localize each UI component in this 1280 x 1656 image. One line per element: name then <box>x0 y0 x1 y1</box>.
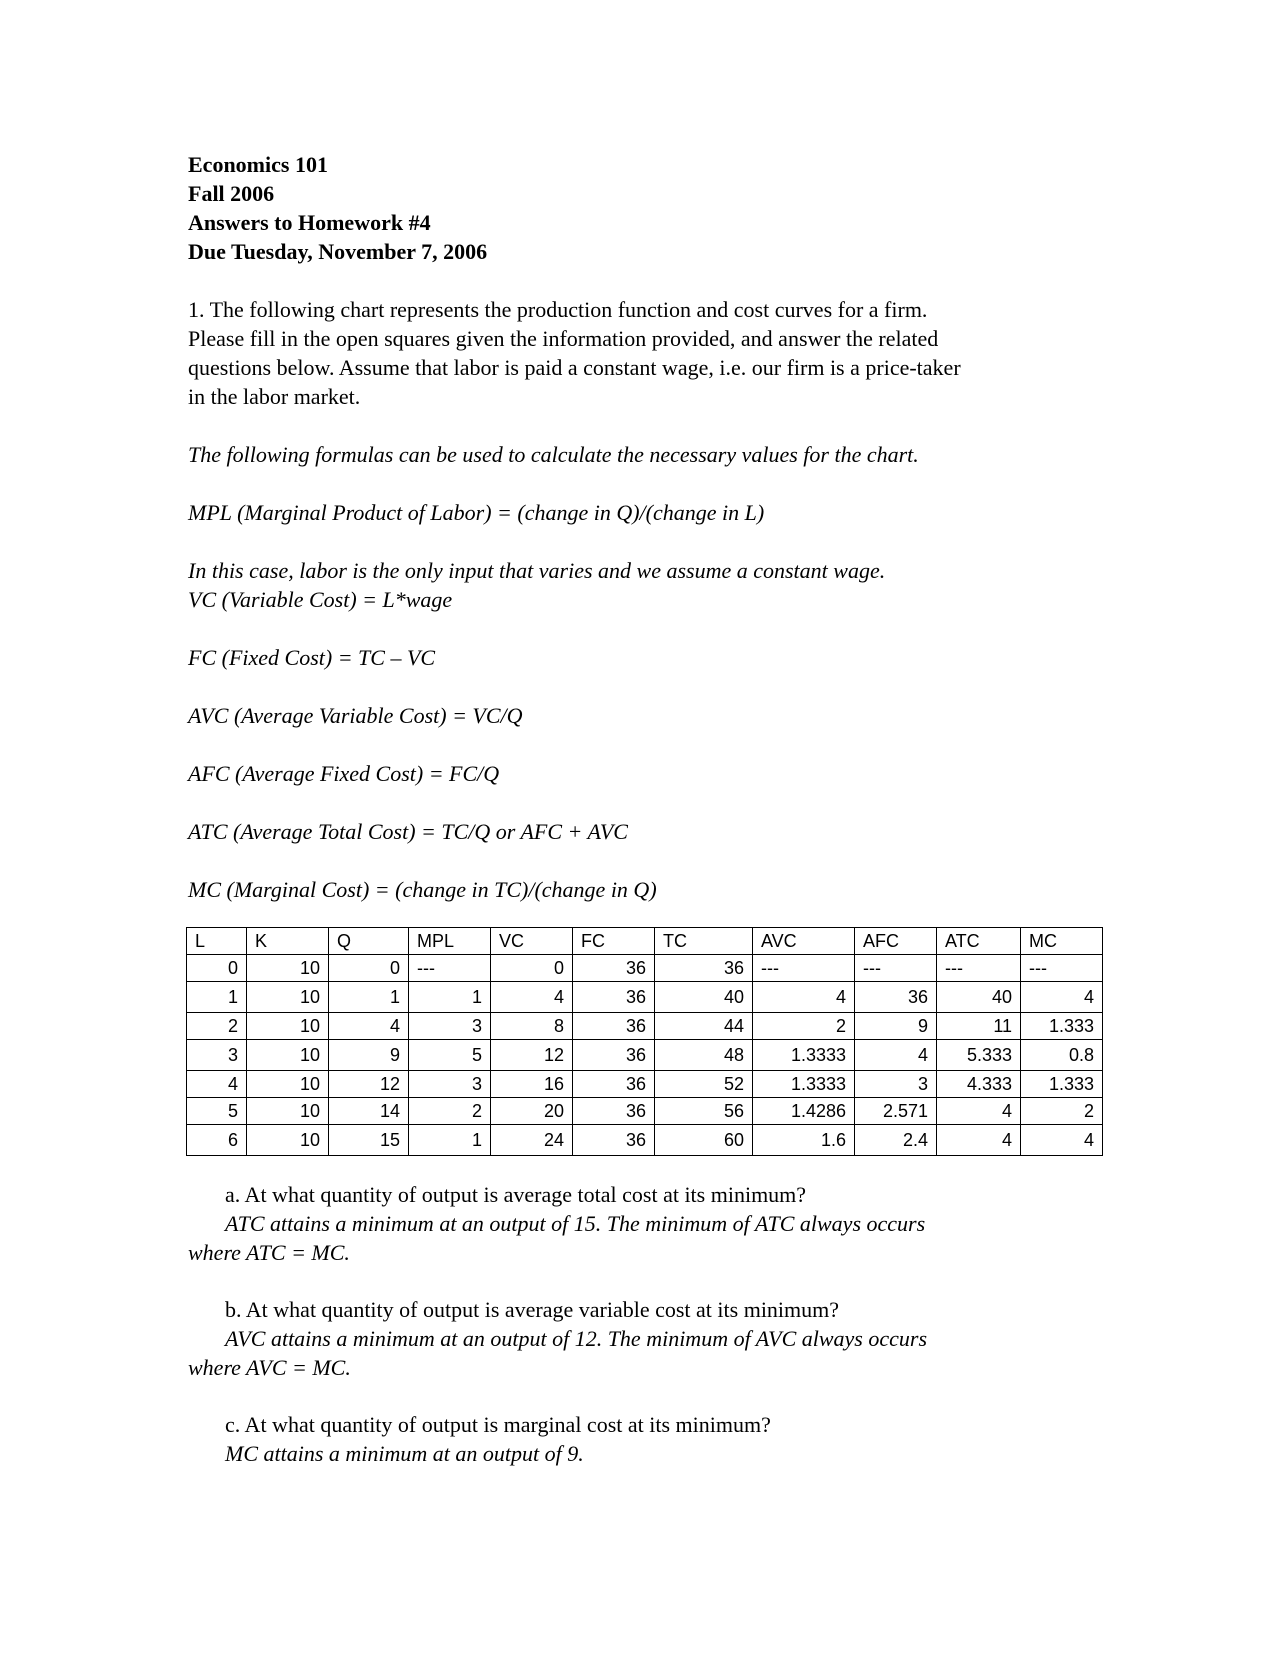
answer-a-line-2: where ATC = MC. <box>188 1240 350 1265</box>
formula-mc: MC (Marginal Cost) = (change in TC)/(change in Q) <box>188 877 657 902</box>
answer-b-line-2: where AVC = MC. <box>188 1355 351 1380</box>
cost-table <box>186 927 1103 1156</box>
table-cell: 40 <box>937 982 1021 1013</box>
table-cell: 36 <box>573 1071 655 1098</box>
table-cell: 36 <box>573 1040 655 1071</box>
question-b: b. At what quantity of output is average variable cost at its minimum? <box>225 1297 840 1322</box>
question-c-block <box>188 1410 1108 1468</box>
table-cell: 36 <box>655 955 753 982</box>
document-title: Answers to Homework #4 <box>188 210 431 235</box>
column-header: AVC <box>753 928 855 955</box>
question-c: c. At what quantity of output is marginal cost at its minimum? <box>225 1412 771 1437</box>
table-cell: 10 <box>247 955 329 982</box>
table-cell: 10 <box>247 1071 329 1098</box>
table-cell: 0 <box>491 955 573 982</box>
term: Fall 2006 <box>188 181 275 206</box>
table-cell: 36 <box>855 982 937 1013</box>
answer-c-line-1: MC attains a minimum at an output of 9. <box>225 1441 584 1466</box>
table-cell: 44 <box>655 1013 753 1040</box>
table-cell: 9 <box>855 1013 937 1040</box>
question-a-block <box>188 1180 1108 1267</box>
table-cell: 5.333 <box>937 1040 1021 1071</box>
table-cell: 2.571 <box>855 1098 937 1125</box>
table-cell: 24 <box>491 1125 573 1156</box>
table-cell: 15 <box>329 1125 409 1156</box>
table-cell: --- <box>753 955 855 982</box>
table-cell: 10 <box>247 982 329 1013</box>
table-row <box>187 1125 1103 1156</box>
table-cell: 36 <box>573 1013 655 1040</box>
formula-fc: FC (Fixed Cost) = TC – VC <box>188 645 436 670</box>
answer-b-line-1: AVC attains a minimum at an output of 12. The minimum of AVC always occurs <box>225 1326 928 1351</box>
course-name: Economics 101 <box>188 152 328 177</box>
table-cell: 3 <box>409 1071 491 1098</box>
table-cell: 3 <box>409 1013 491 1040</box>
table-cell: 4 <box>937 1098 1021 1125</box>
table-cell: 10 <box>247 1125 329 1156</box>
table-cell: 2 <box>753 1013 855 1040</box>
table-cell: 4 <box>753 982 855 1013</box>
table-row <box>187 1098 1103 1125</box>
intro-line-1: 1. The following chart represents the production function and cost curves for a firm. <box>188 297 928 322</box>
due-date: Due Tuesday, November 7, 2006 <box>188 239 488 264</box>
table-cell: 2 <box>1021 1098 1103 1125</box>
column-header: TC <box>655 928 753 955</box>
table-header-row <box>187 928 1103 955</box>
table-cell: --- <box>409 955 491 982</box>
column-header: AFC <box>855 928 937 955</box>
table-cell: 48 <box>655 1040 753 1071</box>
table-cell: 36 <box>573 955 655 982</box>
table-cell: 4 <box>937 1125 1021 1156</box>
table-cell: 10 <box>247 1040 329 1071</box>
table-row <box>187 955 1103 982</box>
table-cell: 3 <box>855 1071 937 1098</box>
table-cell: 10 <box>247 1098 329 1125</box>
column-header: MC <box>1021 928 1103 955</box>
question-a: a. At what quantity of output is average total cost at its minimum? <box>225 1182 807 1207</box>
table-cell: 1 <box>187 982 247 1013</box>
intro-line-3: questions below. Assume that labor is paid a constant wage, i.e. our firm is a price-taker <box>188 355 961 380</box>
table-cell: 1.4286 <box>753 1098 855 1125</box>
table-cell: --- <box>1021 955 1103 982</box>
intro-line-2: Please fill in the open squares given the information provided, and answer the related <box>188 326 939 351</box>
document-body <box>188 150 1108 904</box>
formula-mpl: MPL (Marginal Product of Labor) = (change in Q)/(change in L) <box>188 500 765 525</box>
table-cell: 3 <box>187 1040 247 1071</box>
table-cell: 4 <box>1021 982 1103 1013</box>
column-header: K <box>247 928 329 955</box>
table-row <box>187 1013 1103 1040</box>
table-cell: 20 <box>491 1098 573 1125</box>
table-cell: 5 <box>409 1040 491 1071</box>
table-cell: 4 <box>187 1071 247 1098</box>
table-cell: 4 <box>855 1040 937 1071</box>
table-cell: 14 <box>329 1098 409 1125</box>
table-cell: 1 <box>409 982 491 1013</box>
table-cell: 36 <box>573 982 655 1013</box>
table-cell: --- <box>855 955 937 982</box>
constant-wage-note: In this case, labor is the only input that varies and we assume a constant wage. <box>188 558 886 583</box>
table-cell: 10 <box>247 1013 329 1040</box>
table-cell: 0 <box>187 955 247 982</box>
table-cell: 4.333 <box>937 1071 1021 1098</box>
table-cell: 1.3333 <box>753 1040 855 1071</box>
question-b-block <box>188 1295 1108 1382</box>
table-cell: 2 <box>409 1098 491 1125</box>
column-header: ATC <box>937 928 1021 955</box>
column-header: VC <box>491 928 573 955</box>
table-cell: 1 <box>329 982 409 1013</box>
table-cell: 0 <box>329 955 409 982</box>
intro-line-4: in the labor market. <box>188 384 361 409</box>
formula-vc: VC (Variable Cost) = L*wage <box>188 587 453 612</box>
table-cell: 52 <box>655 1071 753 1098</box>
table-cell: 1.6 <box>753 1125 855 1156</box>
column-header: Q <box>329 928 409 955</box>
formula-atc: ATC (Average Total Cost) = TC/Q or AFC + AVC <box>188 819 628 844</box>
answer-a-line-1: ATC attains a minimum at an output of 15. The minimum of ATC always occurs <box>225 1211 926 1236</box>
formula-afc: AFC (Average Fixed Cost) = FC/Q <box>188 761 500 786</box>
table-cell: 9 <box>329 1040 409 1071</box>
table-cell: 2 <box>187 1013 247 1040</box>
formulas-lead: The following formulas can be used to calculate the necessary values for the chart. <box>188 442 919 467</box>
table-cell: --- <box>937 955 1021 982</box>
table-cell: 8 <box>491 1013 573 1040</box>
table-row <box>187 982 1103 1013</box>
table-cell: 2.4 <box>855 1125 937 1156</box>
table-cell: 4 <box>491 982 573 1013</box>
table-cell: 1.3333 <box>753 1071 855 1098</box>
table-row <box>187 1040 1103 1071</box>
table-cell: 40 <box>655 982 753 1013</box>
table-cell: 36 <box>573 1098 655 1125</box>
column-header: MPL <box>409 928 491 955</box>
table-cell: 12 <box>329 1071 409 1098</box>
table-cell: 5 <box>187 1098 247 1125</box>
column-header: FC <box>573 928 655 955</box>
table-row <box>187 1071 1103 1098</box>
table-cell: 1.333 <box>1021 1071 1103 1098</box>
table-cell: 0.8 <box>1021 1040 1103 1071</box>
table-cell: 1.333 <box>1021 1013 1103 1040</box>
table-cell: 12 <box>491 1040 573 1071</box>
table-cell: 60 <box>655 1125 753 1156</box>
formula-avc: AVC (Average Variable Cost) = VC/Q <box>188 703 523 728</box>
table-cell: 36 <box>573 1125 655 1156</box>
table-cell: 11 <box>937 1013 1021 1040</box>
table-cell: 56 <box>655 1098 753 1125</box>
table-cell: 6 <box>187 1125 247 1156</box>
table-cell: 1 <box>409 1125 491 1156</box>
table-cell: 4 <box>1021 1125 1103 1156</box>
table-cell: 16 <box>491 1071 573 1098</box>
table-cell: 4 <box>329 1013 409 1040</box>
column-header: L <box>187 928 247 955</box>
